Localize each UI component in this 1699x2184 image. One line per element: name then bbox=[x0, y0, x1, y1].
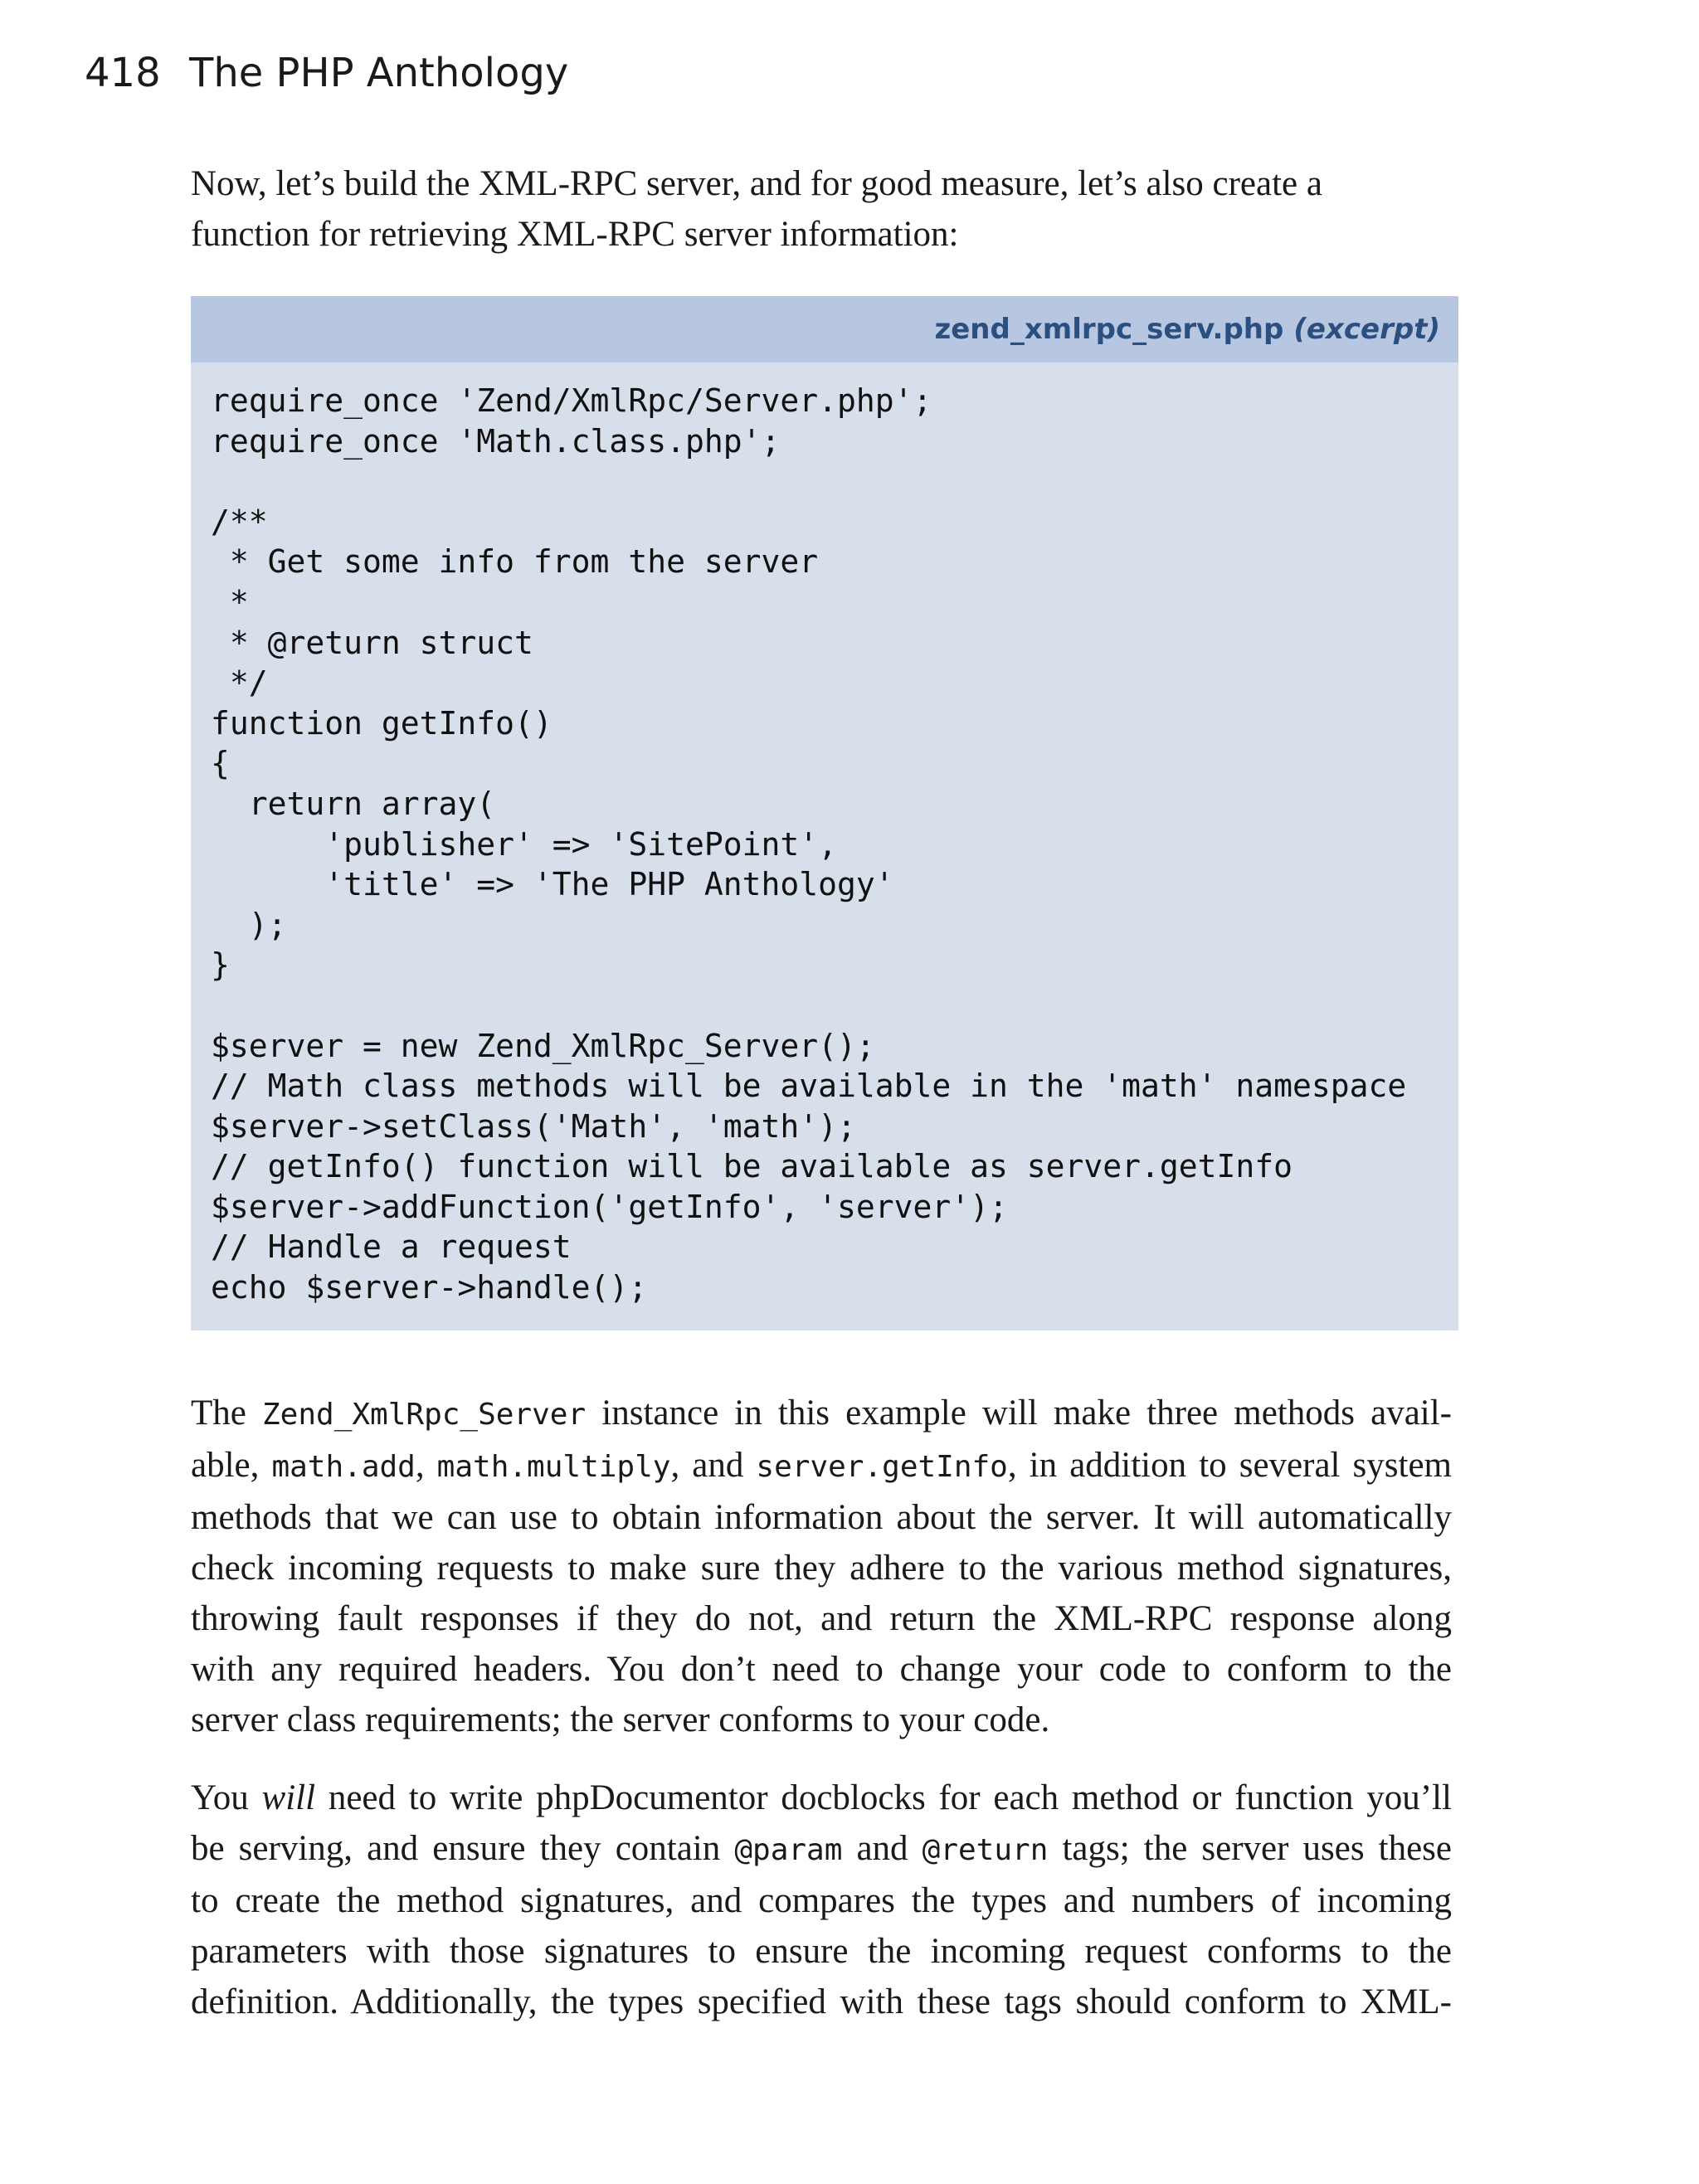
code-line: echo $server->handle(); bbox=[211, 1269, 648, 1306]
code-listing bbox=[191, 296, 1458, 1330]
code-line: // Handle a request bbox=[211, 1228, 572, 1266]
code-line: { bbox=[211, 745, 230, 782]
paragraph-line: to create the method signatures, and compares the types and numbers of incoming bbox=[191, 1881, 1452, 1920]
text-run: , in addition to several system bbox=[1007, 1446, 1452, 1485]
book-title: The PHP Anthology bbox=[189, 50, 569, 96]
paragraph-line bbox=[191, 1388, 1452, 1440]
inline-code: @param bbox=[734, 1833, 843, 1867]
page-number: 418 bbox=[85, 50, 161, 96]
paragraph-line: definition. Additionally, the types specified with these tags should conform to XML- bbox=[191, 1982, 1452, 2021]
code-line: require_once 'Zend/XmlRpc/Server.php'; bbox=[211, 382, 932, 419]
code-line bbox=[211, 461, 1458, 502]
code-body bbox=[191, 381, 1458, 1308]
paragraph-line bbox=[191, 1823, 1452, 1875]
code-line: // getInfo() function will be available as server.getInfo bbox=[211, 1148, 1293, 1185]
code-line: 'title' => 'The PHP Anthology' bbox=[211, 866, 894, 903]
code-line: } bbox=[211, 946, 230, 984]
text-run: and bbox=[842, 1829, 923, 1868]
text-run: be serving, and ensure they contain bbox=[191, 1829, 735, 1868]
inline-code: @return bbox=[922, 1833, 1049, 1867]
intro-line: function for retrieving XML-RPC server information: bbox=[191, 215, 959, 254]
code-line: function getInfo() bbox=[211, 704, 553, 742]
code-excerpt-note: (excerpt) bbox=[1293, 313, 1440, 346]
code-caption bbox=[191, 296, 1458, 362]
paragraph-line: throwing fault responses if they do not, and return the XML-RPC response along bbox=[191, 1599, 1452, 1638]
emphasis: will bbox=[261, 1778, 316, 1817]
code-line: ); bbox=[211, 906, 287, 943]
text-run: able, bbox=[191, 1446, 272, 1485]
code-line: $server->setClass('Math', 'math'); bbox=[211, 1107, 856, 1145]
code-line: return array( bbox=[211, 785, 496, 822]
paragraph-line: server class requirements; the server conforms to your code. bbox=[191, 1700, 1050, 1739]
text-run: need to write phpDocumentor docblocks for each method or function you’ll bbox=[315, 1778, 1453, 1817]
code-line: * Get some info from the server bbox=[211, 543, 819, 581]
paragraph-line bbox=[191, 1773, 1452, 1823]
text-run: You bbox=[191, 1778, 262, 1817]
code-line: /** bbox=[211, 503, 268, 540]
inline-code: math.add bbox=[271, 1450, 416, 1484]
text-run: The bbox=[191, 1394, 262, 1432]
running-header bbox=[85, 43, 568, 103]
body-paragraph-server bbox=[191, 1388, 1452, 1745]
code-line: * bbox=[211, 583, 249, 620]
paragraph-line: parameters with those signatures to ensure the incoming request conforms to the bbox=[191, 1932, 1452, 1971]
text-run: instance in this example will make three methods avail- bbox=[586, 1394, 1453, 1432]
code-line: $server = new Zend_XmlRpc_Server(); bbox=[211, 1027, 875, 1064]
text-run: , and bbox=[670, 1446, 757, 1485]
code-line: require_once 'Math.class.php'; bbox=[211, 422, 781, 460]
code-filename: zend_xmlrpc_serv.php bbox=[934, 313, 1284, 346]
inline-code: server.getInfo bbox=[756, 1450, 1008, 1484]
text-run: tags; the server uses these bbox=[1048, 1829, 1452, 1868]
inline-code: Zend_XmlRpc_Server bbox=[262, 1398, 587, 1432]
code-line: $server->addFunction('getInfo', 'server'); bbox=[211, 1188, 1008, 1225]
text-run: , bbox=[415, 1446, 437, 1485]
code-line: // Math class methods will be available in the 'math' namespace bbox=[211, 1068, 1407, 1105]
paragraph-line: check incoming requests to make sure they adhere to the various method signatures, bbox=[191, 1549, 1452, 1588]
paragraph-line: with any required headers. You don’t need to change your code to conform to the bbox=[191, 1650, 1452, 1689]
inline-code: math.multiply bbox=[436, 1450, 671, 1484]
code-line: */ bbox=[211, 664, 268, 702]
paragraph-line bbox=[191, 1440, 1452, 1492]
intro-line: Now, let’s build the XML-RPC server, and for good measure, let’s also create a bbox=[191, 164, 1322, 203]
body-paragraph-docblocks bbox=[191, 1773, 1452, 2027]
code-line bbox=[211, 985, 1458, 1026]
paragraph-line: methods that we can use to obtain information about the server. It will automatically bbox=[191, 1498, 1452, 1537]
intro-paragraph bbox=[191, 158, 1452, 260]
code-line: 'publisher' => 'SitePoint', bbox=[211, 825, 837, 863]
code-line: * @return struct bbox=[211, 624, 533, 661]
